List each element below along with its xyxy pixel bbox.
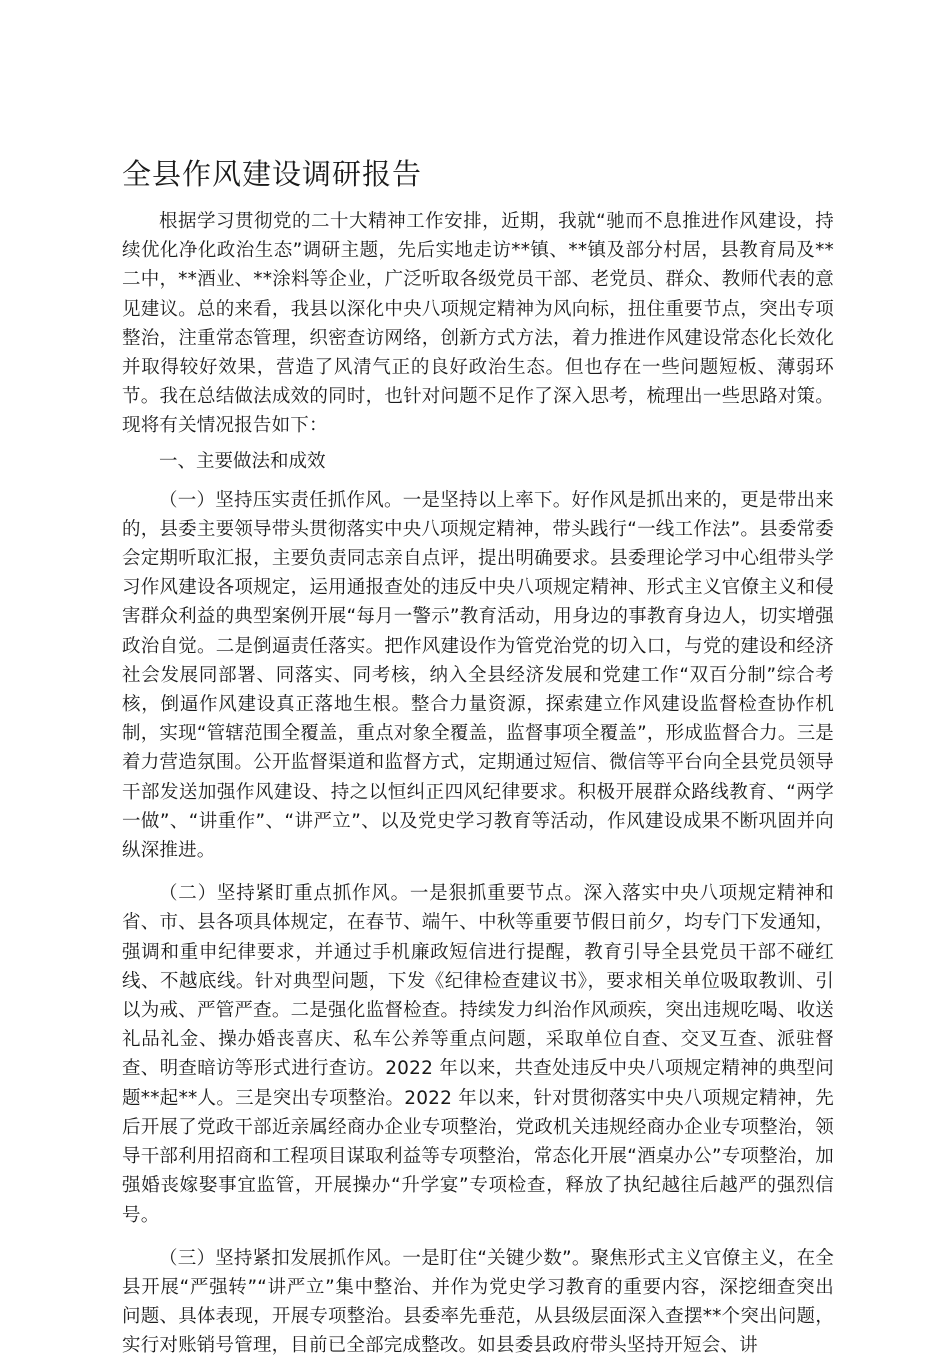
body-paragraph-3: （三）坚持紧扣发展抓作风。一是盯住“关键少数”。聚焦形式主义官僚主义，在全县开展“严强转”“讲严立”集中整治、并作为党史学习教育的重要内容，深挖细查突出问题、具体表现，开展专项整治。县委率先垂范，从县级层面深入查摆**个突出问题，实行对账销号管理，目前已全部完成整改。如县委县政府带头坚持开短会、讲 — [122, 1247, 834, 1357]
document-body — [122, 207, 834, 1361]
body-paragraph-1: （一）坚持压实责任抓作风。一是坚持以上率下。好作风是抓出来的，更是带出来的，县委主要领导带头贯彻落实中央八项规定精神，带头践行“一线工作法”。县委常委会定期听取汇报，主要负责同志亲自点评，提出明确要求。县委理论学习中心组带头学习作风建设各项规定，运用通报查处的违反中央八项规定精神、形式主义官僚主义和侵害群众利益的典型案例开展“每月一警示”教育活动，用身边的事教育身边人，切实增强政治自觉。二是倒逼责任落实。把作风建设作为管党治党的切入口，与党的建设和经济社会发展同部署、同落实、同考核，纳入全县经济发展和党建工作“双百分制”综合考核，倒逼作风建设真正落地生根。整合力量资源，探索建立作风建设监督检查协作机制，实现“管辖范围全覆盖，重点对象全覆盖，监督事项全覆盖”，形成监督合力。三是着力营造氛围。公开监督渠道和监督方式，定期通过短信、微信等平台向全县党员领导干部发送加强作风建设、持之以恒纠正四风纪律要求。积极开展群众路线教育、“两学一做”、“讲重作”、“讲严立”、以及党史学习教育等活动，作风建设成果不断巩固并向纵深推进。 — [122, 489, 835, 862]
intro-paragraph: 根据学习贯彻党的二十大精神工作安排，近期，我就“驰而不息推进作风建设，持续优化净化政治生态”调研主题，先后实地走访**镇、**镇及部分村居，县教育局及**二中，**酒业、**涂料等企业，广泛听取各级党员干部、老党员、群众、教师代表的意见建议。总的来看，我县以深化中央八项规定精神为风向标，扭住重要节点，突出专项整治，注重常态管理，织密查访网络，创新方式方法，着力推进作风建设常态化长效化并取得较好效果，营造了风清气正的良好政治生态。但也存在一些问题短板、薄弱环节。我在总结做法成效的同时，也针对问题不足作了深入思考，梳理出一些思路对策。现将有关情况报告如下： — [122, 211, 834, 437]
body-paragraph-2: （二）坚持紧盯重点抓作风。一是狠抓重要节点。深入落实中央八项规定精神和省、市、县各项具体规定，在春节、端午、中秋等重要节假日前夕，均专门下发通知，强调和重申纪律要求，并通过手机廉政短信进行提醒，教育引导全县党员干部不碰红线、不越底线。针对典型问题，下发《纪律检查建议书》，要求相关单位吸取教训、引以为戒、严管严查。二是强化监督检查。持续发力纠治作风顽疾，突出违规吃喝、收送礼品礼金、操办婚丧喜庆、私车公养等重点问题，采取单位自查、交叉互查、派驻督查、明查暗访等形式进行查访。2022 年以来，共查处违反中央八项规定精神的典型问题**起**人。三是突出专项整治。2022 年以来，针对贯彻落实中央八项规定精神，先后开展了党政干部近亲属经商办企业专项整治，党政机关违规经商办企业专项整治，领导干部利用招商和工程项目谋取利益等专项整治，常态化开展“酒桌办公”专项整治，加强婚丧嫁娶事宜监管，开展操办“升学宴”专项检查，释放了执纪越往后越严的强烈信号。 — [122, 883, 834, 1226]
section-heading: 一、主要做法和成效 — [159, 450, 326, 472]
document-title: 全县作风建设调研报告 — [122, 157, 423, 191]
